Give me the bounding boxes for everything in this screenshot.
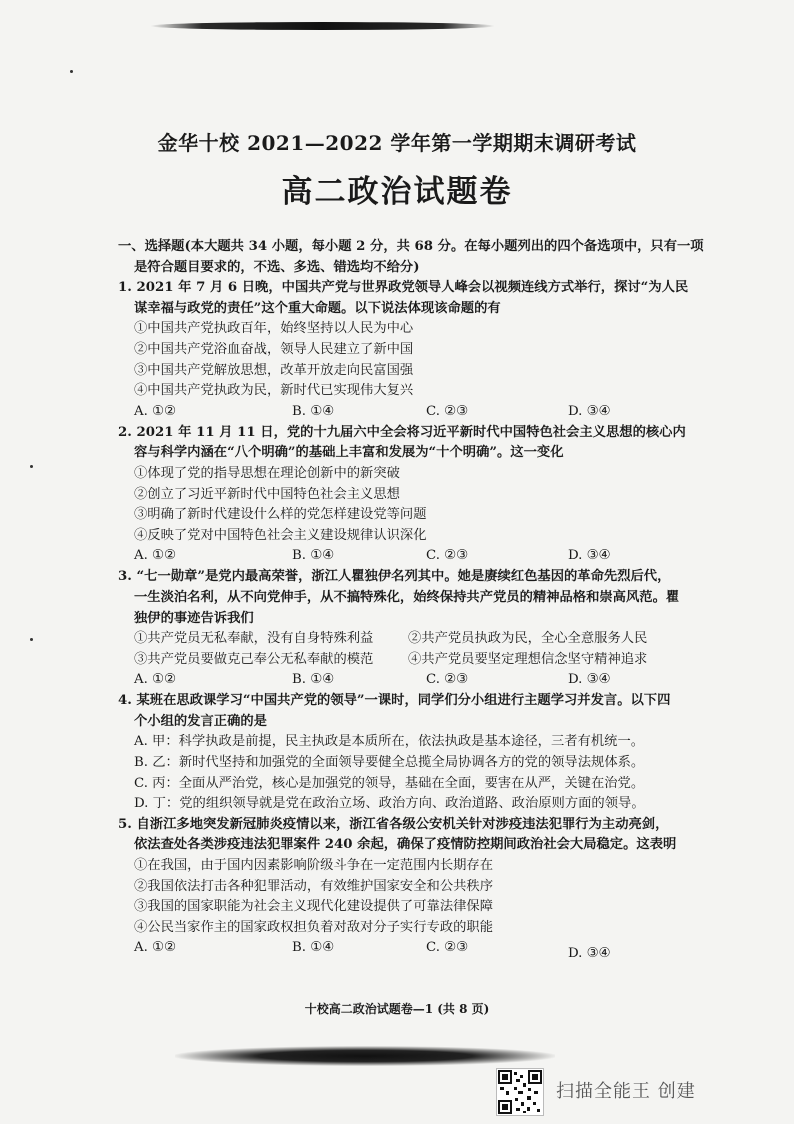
statement: ④公民当家作主的国家政权担负着对敌对分子实行专政的职能 xyxy=(134,919,494,935)
statement: ①体现了党的指导思想在理论创新中的新突破 xyxy=(134,465,400,481)
page-footer: 十校高二政治试题卷—1 (共 8 页) xyxy=(304,1002,490,1016)
question-2 xyxy=(118,423,718,568)
statement: ②中国共产党浴血奋战，领导人民建立了新中国 xyxy=(134,341,414,357)
question-stem-cont: 独伊的事迹告诉我们 xyxy=(134,610,254,626)
qr-code-icon xyxy=(496,1068,544,1116)
question-4 xyxy=(118,691,718,815)
statement: ③我国的国家职能为社会主义现代化建设提供了可靠法律保障 xyxy=(134,899,494,915)
section-instructions: 一、选择题(本大题共 34 小题，每小题 2 分，共 68 分。在每小题列出的四个备选项中，只有一项 xyxy=(118,239,704,254)
option-a: A. 甲：科学执政是前提，民主执政是本质所在，依法执政是基本途径，三者有机统一。 xyxy=(134,734,645,750)
question-1 xyxy=(118,278,718,423)
exam-title: 金华十校 2021—2022 学年第一学期期末调研考试 xyxy=(157,131,637,155)
scanner-watermark: 扫描全能王 创建 xyxy=(556,1081,696,1102)
question-stem-cont: 依法查处各类涉疫违法犯罪案件 240 余起，确保了疫情防控期间政治社会大局稳定。这表明 xyxy=(134,837,677,853)
statement: ②共产党员执政为民，全心全意服务人民 xyxy=(408,631,648,647)
scan-shadow-bottom xyxy=(175,1046,555,1066)
option-a: A. ①② xyxy=(134,403,176,419)
option-c: C. ②③ xyxy=(426,548,468,564)
option-b: B. ①④ xyxy=(292,672,335,688)
scan-speck xyxy=(30,465,33,468)
section-instructions-cont: 是符合题目要求的，不选、多选、错选均不给分) xyxy=(134,259,420,275)
option-b: B. 乙：新时代坚持和加强党的全面领导要健全总揽全局协调各方的党的领导法规体系。 xyxy=(134,755,645,771)
option-b: B. ①④ xyxy=(292,403,335,419)
option-c: C. ②③ xyxy=(426,672,468,688)
option-d: D. ③④ xyxy=(568,548,611,564)
option-a: A. ①② xyxy=(134,548,176,564)
statement: ①共产党员无私奉献，没有自身特殊利益 xyxy=(134,631,374,647)
qr-code-graphic xyxy=(497,1069,543,1115)
question-stem-cont: 容与科学内涵在“八个明确”的基础上丰富和发展为“十个明确”。这一变化 xyxy=(134,445,564,461)
option-d: D. ③④ xyxy=(568,946,611,962)
question-stem-cont: 个小组的发言正确的是 xyxy=(134,713,267,729)
option-b: B. ①④ xyxy=(292,940,335,956)
option-c: C. ②③ xyxy=(426,403,468,419)
question-stem: 1. 2021 年 7 月 6 日晚，中国共产党与世界政党领导人峰会以视频连线方式举行，探讨“为人民 xyxy=(118,280,689,296)
statement: ③中国共产党解放思想，改革开放走向民富国强 xyxy=(134,362,414,378)
question-stem: 2. 2021 年 11 月 11 日，党的十九届六中全会将习近平新时代中国特色社会主义思想的核心内 xyxy=(118,424,686,440)
option-a: A. ①② xyxy=(134,940,176,956)
statement: ③明确了新时代建设什么样的党怎样建设党等问题 xyxy=(134,507,427,523)
statement: ④反映了党对中国特色社会主义建设规律认识深化 xyxy=(134,527,427,543)
question-3 xyxy=(118,567,718,691)
answer-options xyxy=(118,402,718,423)
option-d: D. 丁：党的组织领导就是党在政治立场、政治方向、政治道路、政治原则方面的领导。 xyxy=(134,796,645,812)
statement: ②我国依法打击各种犯罪活动，有效维护国家安全和公共秩序 xyxy=(134,878,494,894)
statement: ④共产党员要坚定理想信念坚守精神追求 xyxy=(408,651,648,667)
option-a: A. ①② xyxy=(134,672,176,688)
option-c: C. 丙：全面从严治党，核心是加强党的领导，基础在全面，要害在从严，关键在治党。 xyxy=(134,775,645,791)
subject-title: 高二政治试题卷 xyxy=(281,174,513,210)
question-5 xyxy=(118,815,718,960)
statement: ④中国共产党执政为民，新时代已实现伟大复兴 xyxy=(134,383,414,399)
answer-options xyxy=(118,546,718,567)
option-c: C. ②③ xyxy=(426,940,468,956)
statement: ②创立了习近平新时代中国特色社会主义思想 xyxy=(134,486,400,502)
option-d: D. ③④ xyxy=(568,672,611,688)
statement-pair xyxy=(118,650,718,671)
scan-speck xyxy=(30,638,33,641)
question-body xyxy=(118,237,718,962)
answer-options xyxy=(118,670,718,691)
answer-options xyxy=(118,938,718,962)
question-stem-cont: 谋幸福与政党的责任”这个重大命题。以下说法体现该命题的有 xyxy=(134,300,501,316)
scan-shadow-top xyxy=(150,22,495,30)
question-stem: 4. 某班在思政课学习“中国共产党的领导”一课时，同学们分小组进行主题学习并发言。以下四 xyxy=(118,693,671,709)
statement-pair xyxy=(118,629,718,650)
question-stem: 5. 自浙江多地突发新冠肺炎疫情以来，浙江省各级公安机关针对涉疫违法犯罪行为主动亮剑， xyxy=(118,816,669,832)
option-d: D. ③④ xyxy=(568,403,611,419)
statement: ③共产党员要做克己奉公无私奉献的模范 xyxy=(134,651,374,667)
statement: ①中国共产党执政百年，始终坚持以人民为中心 xyxy=(134,321,414,337)
scan-speck xyxy=(70,70,73,73)
question-stem: 3. “七一勋章”是党内最高荣誉，浙江人瞿独伊名列其中。她是赓续红色基因的革命先烈后代， xyxy=(118,569,671,585)
question-stem-cont: 一生淡泊名利，从不向党伸手，从不搞特殊化，始终保持共产党员的精神品格和崇高风范。瞿 xyxy=(134,589,680,605)
option-b: B. ①④ xyxy=(292,548,335,564)
statement: ①在我国，由于国内因素影响阶级斗争在一定范围内长期存在 xyxy=(134,858,494,874)
